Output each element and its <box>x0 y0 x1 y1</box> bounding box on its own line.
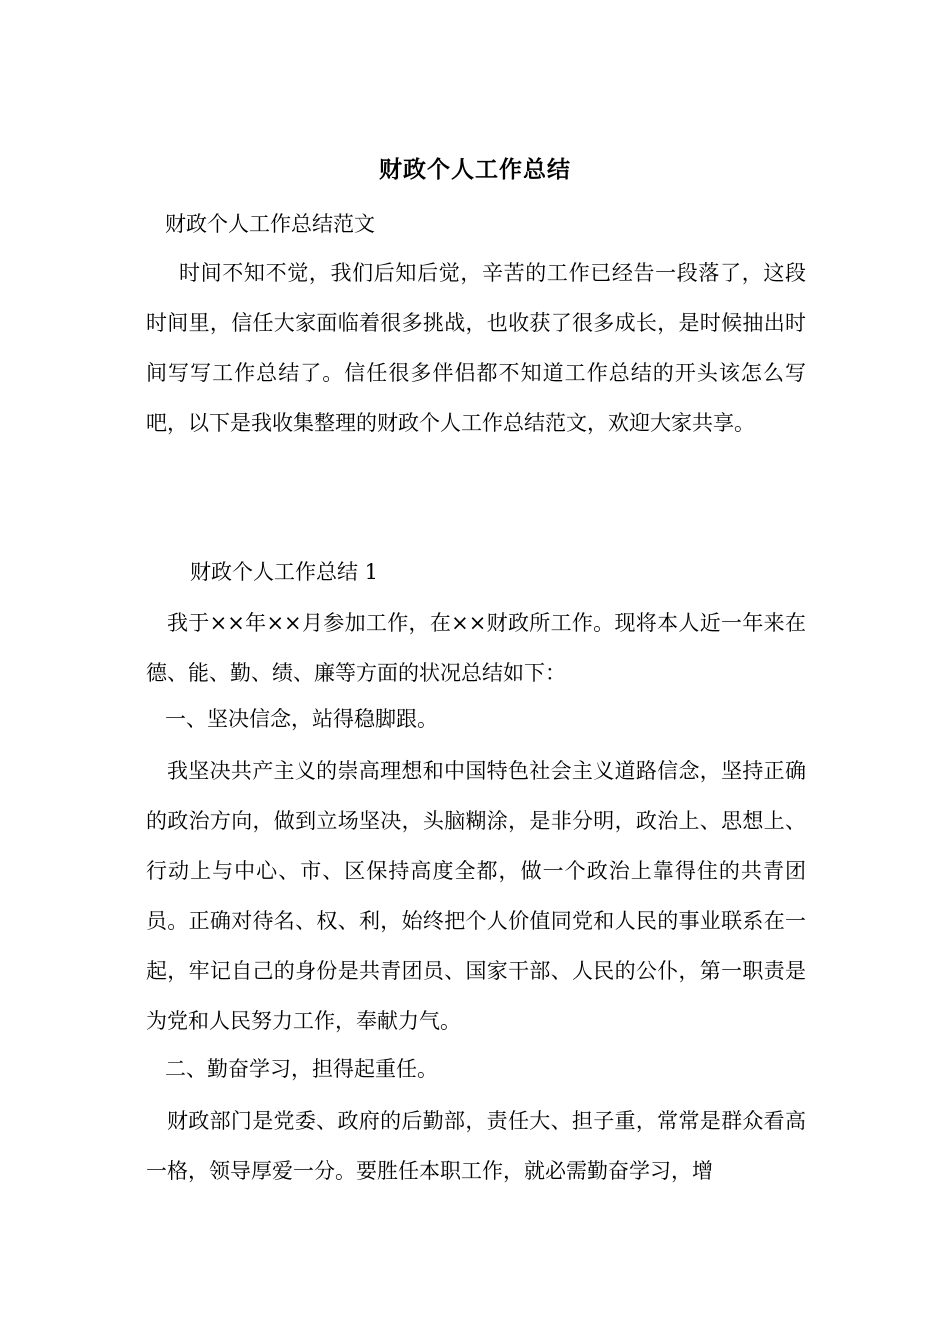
section-heading-2: 二、勤奋学习，担得起重任。 <box>165 1057 438 1081</box>
section-title: 财政个人工作总结 1 <box>190 560 379 584</box>
opening-paragraph: 我于××年××月参加工作，在××财政所工作。现将本人近一年来在德、能、勤、绩、廉等方面的状况总结如下： <box>146 611 806 685</box>
body-paragraph-1: 我坚决共产主义的崇高理想和中国特色社会主义道路信念，坚持正确的政治方向，做到立场坚决，头脑糊涂，是非分明，政治上、思想上、行动上与中心、市、区保持高度全都，做一个政治上靠得住的共青团员。正确对待名、权、利，始终把个人价值同党和人民的事业联系在一起，牢记自己的身份是共青团员、国家干部、人民的公仆，第一职责是为党和人民努力工作，奉献力气。 <box>146 759 806 1033</box>
intro-paragraph: 时间不知不觉，我们后知后觉，辛苦的工作已经告一段落了，这段时间里，信任大家面临着很多挑战，也收获了很多成长，是时候抽出时间写写工作总结了。信任很多伴侣都不知道工作总结的开头该怎么写吧，以下是我收集整理的财政个人工作总结范文，欢迎大家共享。 <box>146 261 806 435</box>
document-subtitle: 财政个人工作总结范文 <box>165 212 375 236</box>
document-title: 财政个人工作总结 <box>379 156 571 183</box>
body-paragraph-2: 财政部门是党委、政府的后勤部，责任大、担子重，常常是群众看高一格，领导厚爱一分。要胜任本职工作，就必需勤奋学习，增 <box>146 1109 806 1183</box>
section-heading-1: 一、坚决信念，站得稳脚跟。 <box>165 707 438 731</box>
